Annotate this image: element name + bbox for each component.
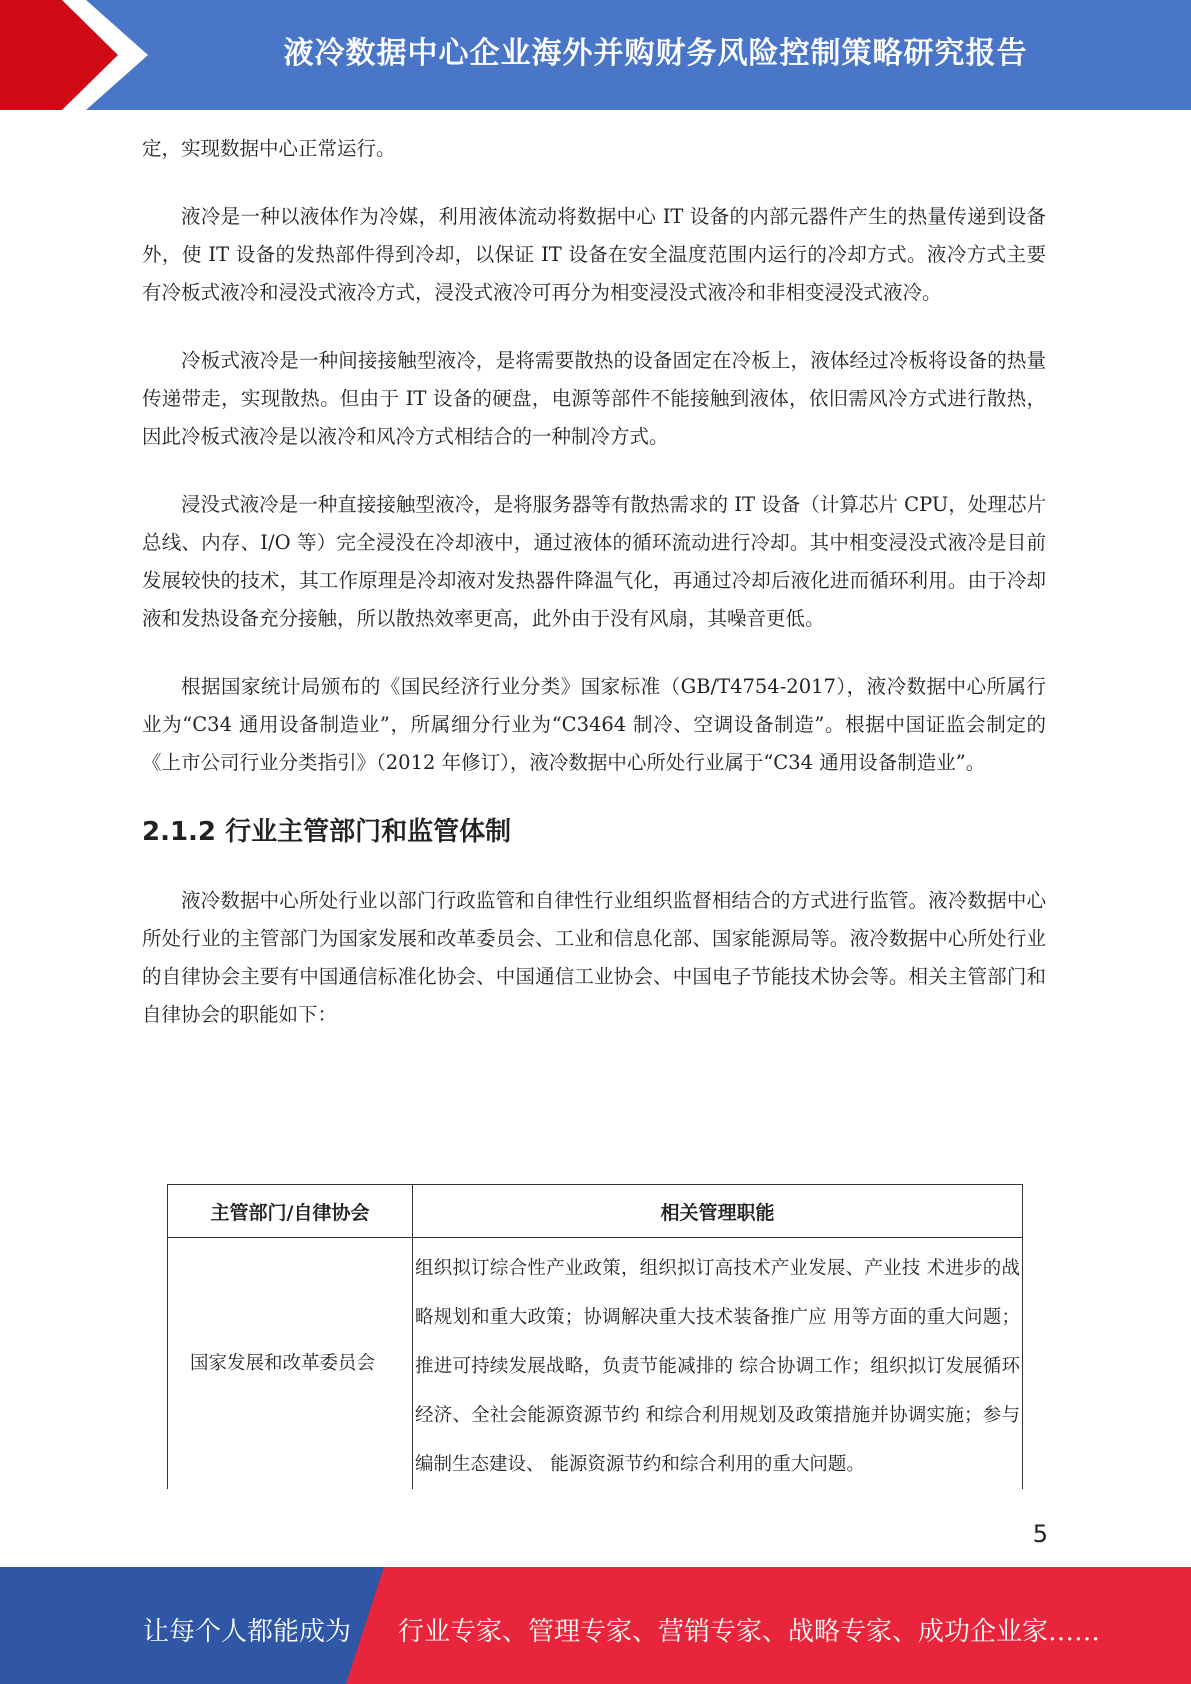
paragraph-continuation: 定，实现数据中心正常运行。 <box>142 137 396 160</box>
table-row <box>168 1238 1023 1490</box>
paragraph-regulatory-intro: 液冷数据中心所处行业以部门行政监管和自律性行业组织监督相结合的方式进行监管。液冷数据中心所处行业的主管部门为国家发展和改革委员会、工业和信息化部、国家能源局等。液冷数据中心所处行业的自律协会主要有中国通信标准化协会、中国通信工业协会、中国电子节能技术协会等。相关主管部门和自律协会的职能如下： <box>142 889 1046 1026</box>
page-body <box>142 130 1046 1064</box>
regulators-table <box>167 1184 1023 1489</box>
table-cell-duties: 组织拟订综合性产业政策，组织拟订高技术产业发展、产业技 术进步的战略规划和重大政策；协调解决重大技术装备推广应 用等方面的重大问题；推进可持续发展战略，负责节能减排的 综合协调工作；组织拟订发展循环经济、全社会能源资源节约 和综合利用规划及政策措施并协调实施；参与编制生态建设、 能源资源节约和综合利用的重大问题。 <box>413 1238 1023 1490</box>
paragraph-liquid-cooling-definition: 液冷是一种以液体作为冷媒，利用液体流动将数据中心 IT 设备的内部元器件产生的热量传递到设备外，使 IT 设备的发热部件得到冷却，以保证 IT 设备在安全温度范围内运行的冷却方式。液冷方式主要有冷板式液冷和浸没式液冷方式，浸没式液冷可再分为相变浸没式液冷和非相变浸没式液冷。 <box>142 205 1046 304</box>
page-header <box>0 0 1191 110</box>
footer-slogan-right: 行业专家、管理专家、营销专家、战略专家、成功企业家…… <box>398 1617 1101 1647</box>
table-cell-agency: 国家发展和改革委员会 <box>168 1238 413 1490</box>
page-number: 5 <box>1032 1520 1048 1548</box>
report-title: 液冷数据中心企业海外并购财务风险控制策略研究报告 <box>283 36 1028 71</box>
section-heading: 2.1.2 行业主管部门和监管体制 <box>142 817 512 847</box>
paragraph-immersion-cooling: 浸没式液冷是一种直接接触型液冷，是将服务器等有散热需求的 IT 设备（计算芯片 CPU，处理芯片总线、内存、I/O 等）完全浸没在冷却液中，通过液体的循环流动进行冷却。其中相变浸没式液冷是目前发展较快的技术，其工作原理是冷却液对发热器件降温气化，再通过冷却后液化进而循环利用。由于冷却液和发热设备充分接触，所以散热效率更高，此外由于没有风扇，其噪音更低。 <box>142 493 1046 630</box>
page-footer <box>0 1567 1191 1684</box>
paragraph-cold-plate-cooling: 冷板式液冷是一种间接接触型液冷，是将需要散热的设备固定在冷板上，液体经过冷板将设备的热量传递带走，实现散热。但由于 IT 设备的硬盘，电源等部件不能接触到液体，依旧需风冷方式进行散热，因此冷板式液冷是以液冷和风冷方式相结合的一种制冷方式。 <box>142 349 1046 448</box>
table-header-agency: 主管部门/自律协会 <box>168 1185 413 1238</box>
table-header-row <box>168 1185 1023 1238</box>
footer-slogan-left: 让每个人都能成为 <box>143 1617 352 1647</box>
table-header-duties: 相关管理职能 <box>413 1185 1023 1238</box>
paragraph-industry-classification: 根据国家统计局颁布的《国民经济行业分类》国家标准（GB/T4754-2017），液冷数据中心所属行业为“C34 通用设备制造业”，所属细分行业为“C3464 制冷、空调设备制造”。根据中国证监会制定的《上市公司行业分类指引》（2012 年修订），液冷数据中心所处行业属于“C34 通用设备制造业”。 <box>142 675 1046 774</box>
